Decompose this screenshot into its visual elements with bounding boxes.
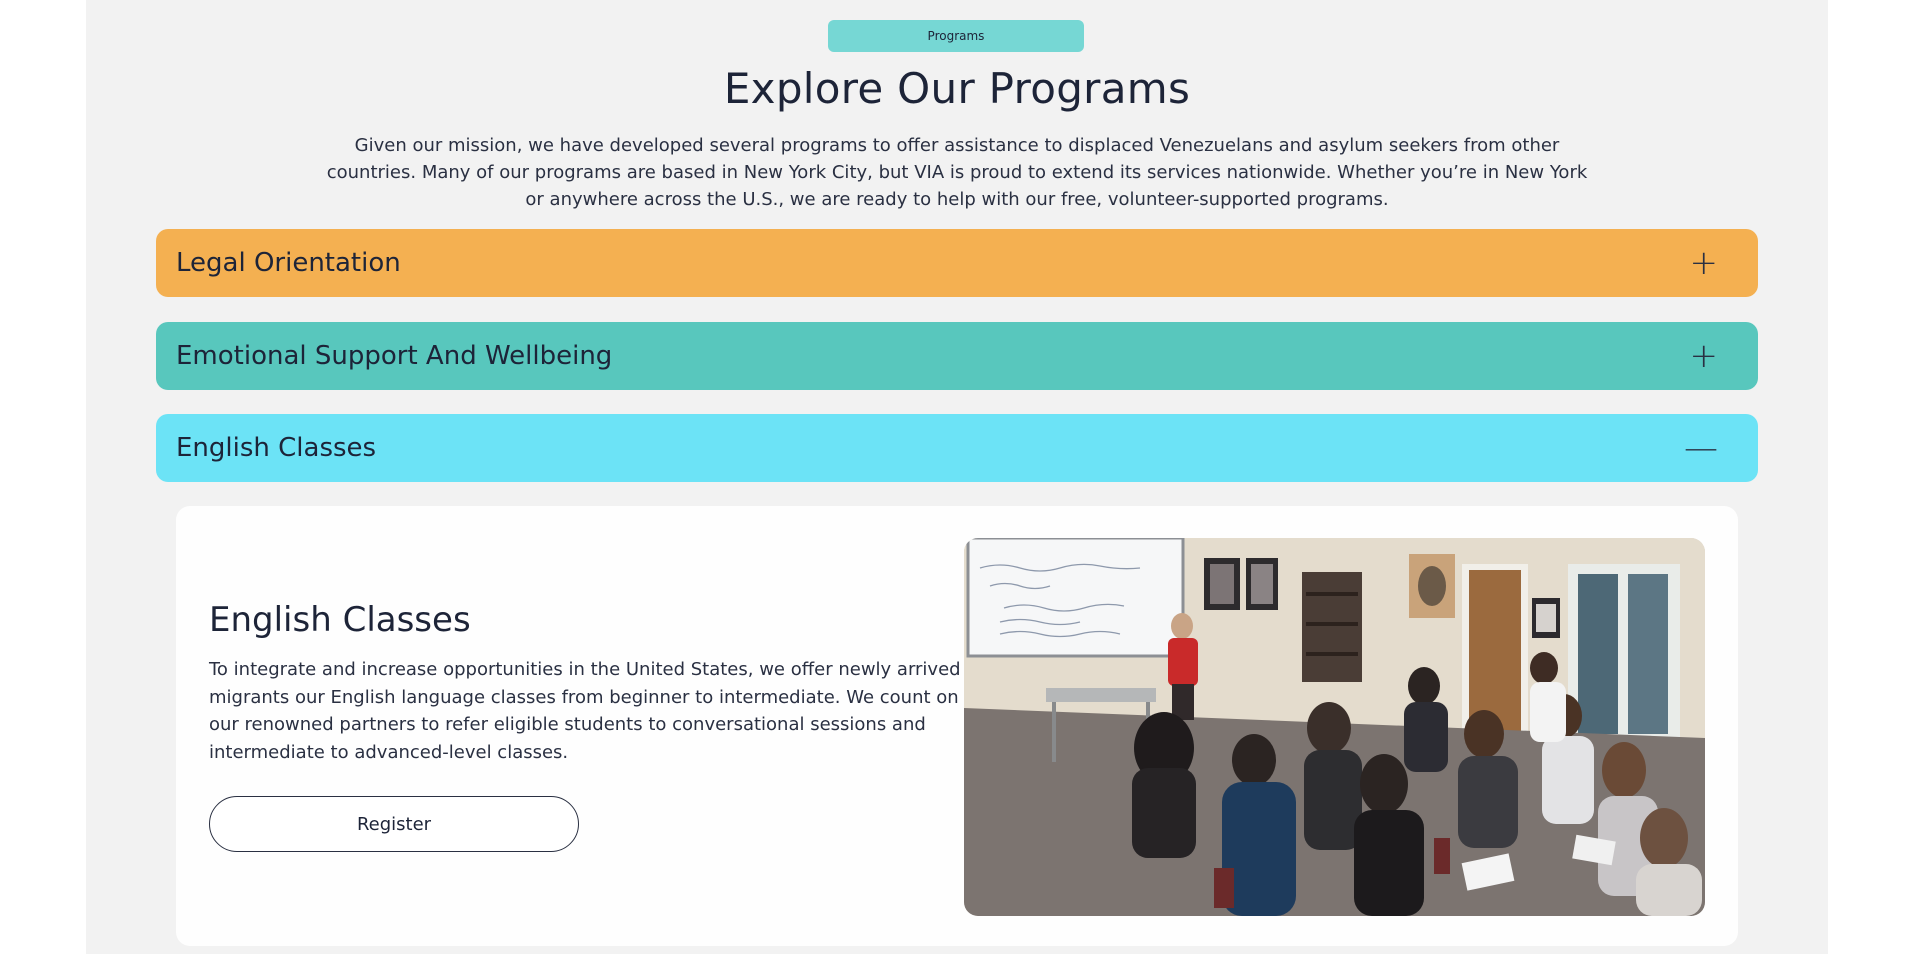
programs-badge [828,20,1084,52]
accordion-legal-orientation[interactable] [156,229,1758,297]
minus-icon[interactable]: — [1684,428,1718,468]
programs-badge-label: Programs [927,29,985,43]
intro-paragraph: Given our mission, we have developed several programs to offer assistance to displaced Venezuelans and asylum seekers from other countries. Many of our programs are based in New York City, but VIA is proud to extend its services nationwide. Whether you’re in New York or anywhere across the U.S., we are ready to help with our free, volunteer-supported programs. [326,135,1588,210]
accordion-label: Emotional Support And Wellbeing [176,341,613,371]
plus-icon[interactable]: + [1689,336,1718,376]
register-button[interactable] [209,796,579,852]
classroom-photo-icon [964,538,1705,916]
page-title: Explore Our Programs [723,64,1191,113]
panel-description: To integrate and increase opportunities in the United States, we offer newly arrived migrants our English language classes from beginner to intermediate. We count on our renowned partners to refer eligible students to conversational sessions and intermediate to advanced-level classes. [209,659,961,763]
plus-icon[interactable]: + [1689,243,1718,283]
accordion-english-classes[interactable] [156,414,1758,482]
english-classes-panel [176,506,1738,946]
panel-title: English Classes [209,600,471,640]
accordion-emotional-support[interactable] [156,322,1758,390]
register-button-label: Register [356,813,432,835]
programs-section [86,0,1828,954]
accordion-label: English Classes [176,433,377,463]
accordion-label: Legal Orientation [176,248,401,278]
classroom-photo [964,538,1705,916]
